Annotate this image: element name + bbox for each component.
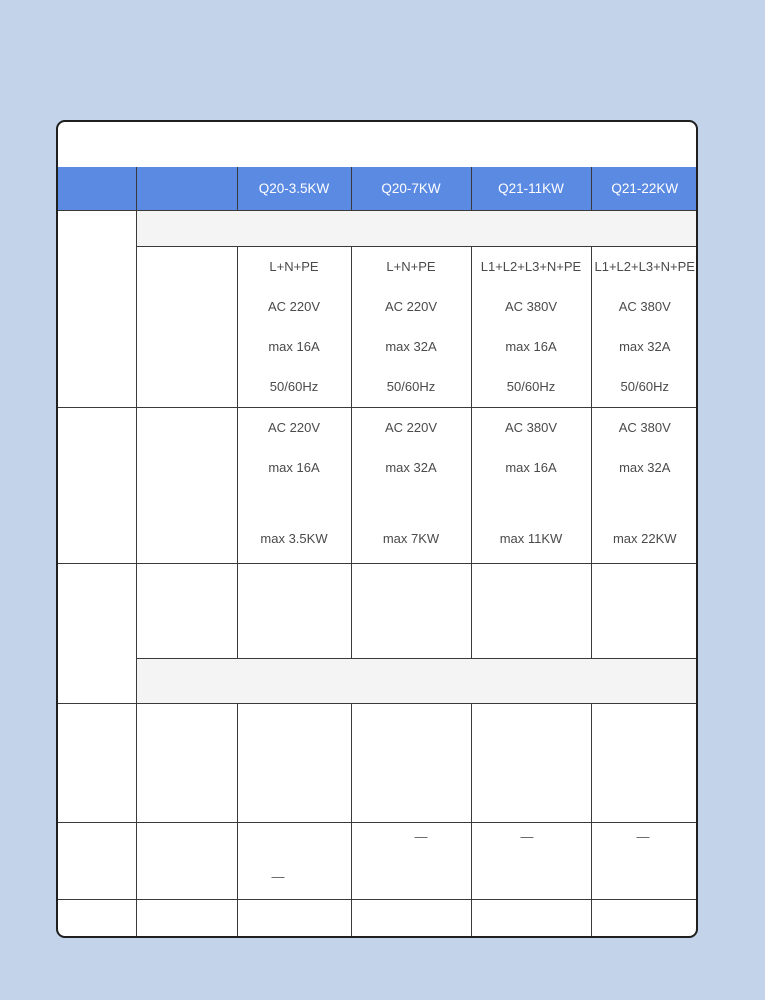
output-label — [136, 407, 237, 563]
input-cell-2 — [351, 246, 471, 407]
spec-table — [58, 167, 698, 938]
input-3-wiring: L1+L2+L3+N+PE — [480, 258, 582, 274]
output-cell-4 — [591, 407, 698, 563]
section-6-cell-3 — [471, 899, 591, 938]
output-cell-3 — [471, 407, 591, 563]
input-4-current: max 32A — [619, 338, 671, 354]
header-empty-1 — [58, 167, 136, 210]
input-3-voltage: AC 380V — [504, 298, 558, 314]
dash-3: — — [520, 828, 534, 844]
input-2-current: max 32A — [385, 338, 437, 354]
section-6-label — [58, 899, 136, 938]
input-1-voltage: AC 220V — [267, 298, 321, 314]
input-3-frequency: 50/60Hz — [506, 378, 556, 394]
input-2-voltage: AC 220V — [384, 298, 438, 314]
section-5-cell-2 — [351, 822, 471, 899]
section-3-cell-1 — [237, 563, 351, 658]
section-5-cell-1 — [237, 822, 351, 899]
section-5-cell-3 — [471, 822, 591, 899]
header-model-1: Q20-3.5KW — [237, 167, 351, 210]
section-3-note — [136, 658, 698, 703]
input-cell-1 — [237, 246, 351, 407]
input-3-current: max 16A — [505, 338, 557, 354]
input-1-frequency: 50/60Hz — [269, 378, 319, 394]
input-1-wiring: L+N+PE — [269, 258, 319, 274]
input-label — [136, 246, 237, 407]
section-5-label — [58, 822, 136, 899]
section-3-sublabel — [136, 563, 237, 658]
input-2-frequency: 50/60Hz — [386, 378, 436, 394]
output-4-voltage: AC 380V — [618, 419, 671, 435]
section-6-row — [58, 899, 698, 938]
section-3-cell-4 — [591, 563, 698, 658]
section-4-label — [58, 703, 136, 822]
output-4-power: max 22KW — [612, 530, 677, 546]
section-6-sublabel — [136, 899, 237, 938]
section-4-cell-3 — [471, 703, 591, 822]
input-1-current: max 16A — [268, 338, 320, 354]
header-model-2: Q20-7KW — [351, 167, 471, 210]
section-5-cell-4 — [591, 822, 698, 899]
output-1-current: max 16A — [268, 459, 320, 475]
header-model-3: Q21-11KW — [471, 167, 591, 210]
output-3-current: max 16A — [505, 459, 557, 475]
input-4-voltage: AC 380V — [618, 298, 671, 314]
section-3-cell-2 — [351, 563, 471, 658]
output-cell-1 — [237, 407, 351, 563]
output-2-voltage: AC 220V — [384, 419, 438, 435]
input-cell-4 — [591, 246, 698, 407]
section-4-sublabel — [136, 703, 237, 822]
output-2-current: max 32A — [385, 459, 437, 475]
dash-1: — — [271, 868, 285, 884]
input-row — [58, 246, 698, 407]
section-5-row — [58, 822, 698, 899]
section-6-cell-4 — [591, 899, 698, 938]
dash-4: — — [636, 828, 650, 844]
output-cell-2 — [351, 407, 471, 563]
section-3-label — [58, 563, 136, 703]
input-2-wiring: L+N+PE — [386, 258, 436, 274]
output-3-voltage: AC 380V — [504, 419, 558, 435]
input-section-label — [58, 210, 136, 407]
section-6-cell-2 — [351, 899, 471, 938]
output-section-label — [58, 407, 136, 563]
output-row — [58, 407, 698, 563]
output-2-power: max 7KW — [382, 530, 440, 546]
input-subheader — [136, 210, 698, 246]
header-row — [58, 167, 698, 210]
card-title-area — [58, 122, 696, 167]
section-4-cell-2 — [351, 703, 471, 822]
output-4-current: max 32A — [619, 459, 671, 475]
output-1-power: max 3.5KW — [260, 530, 328, 546]
section-5-sublabel — [136, 822, 237, 899]
header-model-4: Q21-22KW — [591, 167, 698, 210]
input-4-frequency: 50/60Hz — [620, 378, 669, 394]
section-6-cell-1 — [237, 899, 351, 938]
dash-2: — — [414, 828, 428, 844]
output-3-power: max 11KW — [499, 530, 563, 546]
input-4-wiring: L1+L2+L3+N+PE — [594, 258, 695, 274]
output-1-voltage: AC 220V — [267, 419, 321, 435]
header-empty-2 — [136, 167, 237, 210]
spec-card — [56, 120, 698, 938]
section-4-row — [58, 703, 698, 822]
input-cell-3 — [471, 246, 591, 407]
section-4-cell-4 — [591, 703, 698, 822]
section-4-cell-1 — [237, 703, 351, 822]
section-3-cell-3 — [471, 563, 591, 658]
